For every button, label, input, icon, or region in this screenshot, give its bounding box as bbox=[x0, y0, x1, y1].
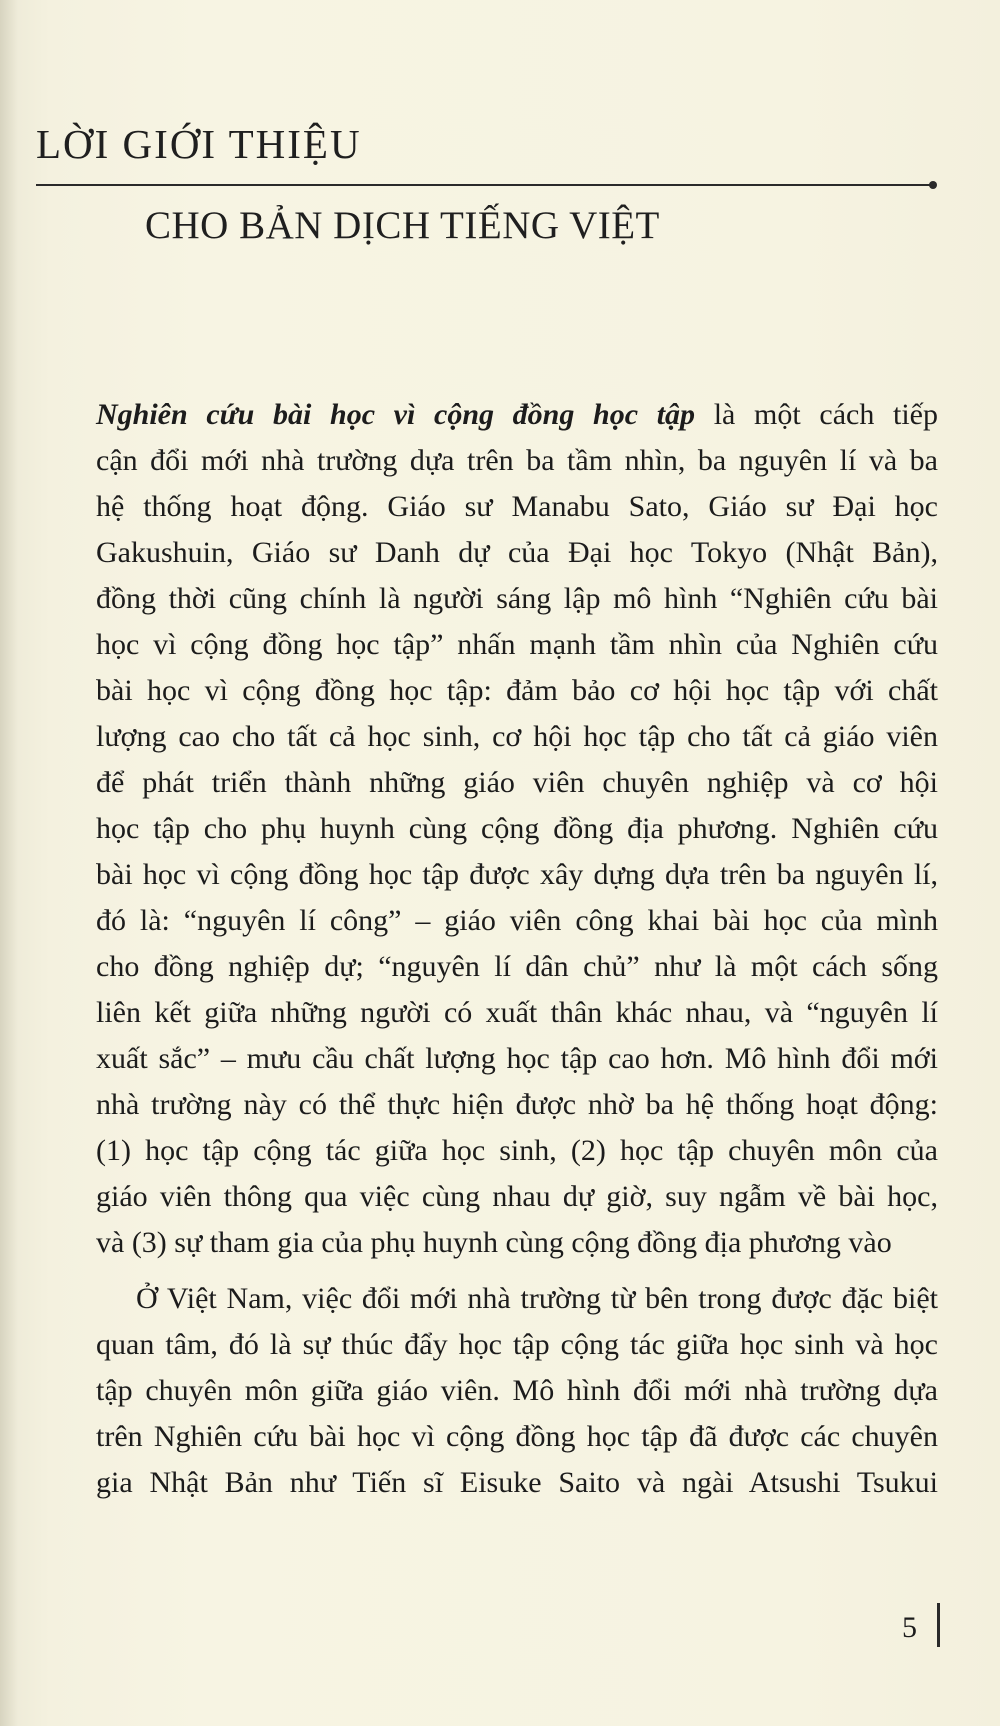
paragraph-1-line: đồng thời cũng chính là người sáng lập mô hình “Nghiên cứu bài bbox=[96, 582, 938, 615]
paragraph-1-line: đó là: “nguyên lí công” – giáo viên công khai bài học của mình bbox=[96, 904, 938, 937]
paragraph-1 bbox=[96, 392, 938, 1266]
chapter-subtitle: CHO BẢN DỊCH TIẾNG VIỆT bbox=[145, 204, 660, 247]
paragraph-1-line: xuất sắc” – mưu cầu chất lượng học tập cao hơn. Mô hình đổi mới bbox=[96, 1042, 938, 1075]
lead-emphasis: Nghiên cứu bài học vì cộng đồng học tập bbox=[96, 398, 696, 431]
paragraph-1-line: cho đồng nghiệp dự; “nguyên lí dân chủ” như là một cách sống bbox=[96, 950, 938, 983]
paragraph-2-line: quan tâm, đó là sự thúc đẩy học tập cộng tác giữa học sinh và học bbox=[96, 1328, 938, 1361]
chapter-title: LỜI GIỚI THIỆU bbox=[36, 121, 362, 167]
paragraph-1-line: học vì cộng đồng học tập” nhấn mạnh tầm nhìn của Nghiên cứu bbox=[96, 628, 938, 661]
paragraph-1-line: (1) học tập cộng tác giữa học sinh, (2) học tập chuyên môn của bbox=[96, 1134, 938, 1167]
body-text bbox=[96, 392, 938, 1516]
paragraph-1-line: giáo viên thông qua việc cùng nhau dự giờ, suy ngẫm về bài học, bbox=[96, 1180, 938, 1213]
paragraph-1-line: học tập cho phụ huynh cùng cộng đồng địa phương. Nghiên cứu bbox=[96, 812, 938, 845]
paragraph-1-line: Gakushuin, Giáo sư Danh dự của Đại học Tokyo (Nhật Bản), bbox=[96, 536, 938, 569]
page-number: 5 bbox=[902, 1611, 917, 1644]
paragraph-1-line: và (3) sự tham gia của phụ huynh cùng cộng đồng địa phương vào bbox=[96, 1226, 892, 1259]
paragraph-2-line: Ở Việt Nam, việc đổi mới nhà trường từ bên trong được đặc biệt bbox=[136, 1282, 938, 1315]
paragraph-1-line: bài học vì cộng đồng học tập: đảm bảo cơ hội học tập với chất bbox=[96, 674, 938, 707]
paragraph-2 bbox=[96, 1276, 938, 1506]
paragraph-1-line: hệ thống hoạt động. Giáo sư Manabu Sato, Giáo sư Đại học bbox=[96, 490, 938, 523]
page-edge-shadow bbox=[0, 0, 18, 1726]
line-1-rest: là một cách tiếp bbox=[695, 398, 938, 431]
paragraph-1-line: cận đổi mới nhà trường dựa trên ba tầm nhìn, ba nguyên lí và ba bbox=[96, 444, 938, 477]
paragraph-1-line-1 bbox=[96, 392, 938, 438]
paragraph-1-line: bài học vì cộng đồng học tập được xây dựng dựa trên ba nguyên lí, bbox=[96, 858, 938, 891]
paragraph-2-line: trên Nghiên cứu bài học vì cộng đồng học tập đã được các chuyên bbox=[96, 1420, 938, 1453]
paragraph-2-line: gia Nhật Bản như Tiến sĩ Eisuke Saito và ngài Atsushi Tsukui bbox=[96, 1466, 938, 1499]
paragraph-2-line: tập chuyên môn giữa giáo viên. Mô hình đổi mới nhà trường dựa bbox=[96, 1374, 938, 1407]
paragraph-1-line: liên kết giữa những người có xuất thân khác nhau, và “nguyên lí bbox=[96, 996, 938, 1029]
paragraph-1-line: nhà trường này có thể thực hiện được nhờ ba hệ thống hoạt động: bbox=[96, 1088, 938, 1121]
title-rule-dot bbox=[929, 181, 937, 189]
paragraph-1-line: lượng cao cho tất cả học sinh, cơ hội học tập cho tất cả giáo viên bbox=[96, 720, 938, 753]
title-rule bbox=[36, 184, 934, 186]
page-number-bar bbox=[937, 1603, 940, 1647]
paragraph-1-line: để phát triển thành những giáo viên chuyên nghiệp và cơ hội bbox=[96, 766, 938, 799]
